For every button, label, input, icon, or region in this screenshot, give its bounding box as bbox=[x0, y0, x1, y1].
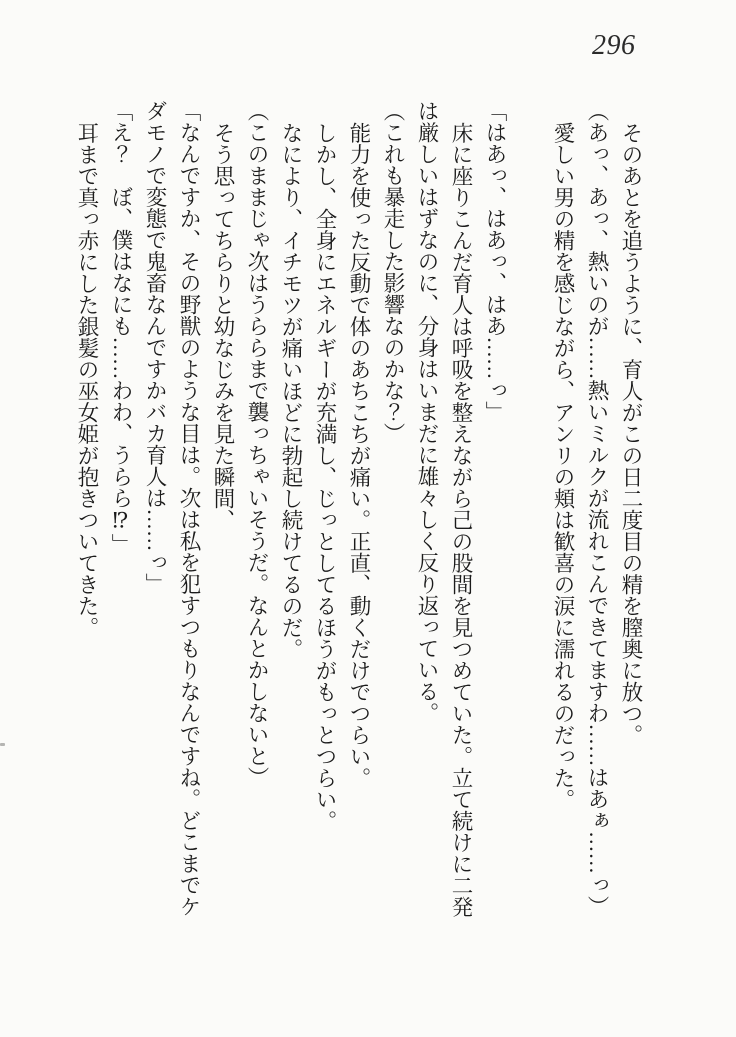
body-text bbox=[70, 100, 648, 918]
paragraph: なにより、イチモツが痛いほどに勃起し続けてるのだ。 bbox=[279, 121, 303, 659]
paragraph: 「はあっ、はあっ、はあ……っ」 bbox=[483, 100, 507, 423]
paragraph: （あっ、あっ、熱いのが……熱いミルクが流れこんできてますわ……はあぁ……っ） bbox=[585, 100, 609, 917]
paragraph: 能力を使った反動で体のあちこちが痛い。正直、動くだけでつらい。 bbox=[347, 121, 371, 788]
paragraph: 床に座りこんだ育人は呼吸を整えながら己の股間を見つめていた。立て続けに二発は厳しいはずなのに、分身はいまだに雄々しく反り返っている。 bbox=[415, 100, 473, 917]
page-number: 296 bbox=[592, 30, 636, 61]
paragraph: 耳まで真っ赤にした銀髪の巫女姫が抱きついてきた。 bbox=[75, 121, 99, 638]
paragraph: しかし、全身にエネルギーが充満し、じっとしてるほうがもっとつらい。 bbox=[313, 121, 337, 831]
paragraph: 「なんですか、その野獣のような目は。次は私を犯すつもりなんですね。どこまでケダモノで変態で鬼畜なんですかバカ育人は……っ」 bbox=[143, 100, 201, 917]
paragraph: そのあとを追うように、育人がこの日二度目の精を膣奥に放つ。 bbox=[619, 121, 643, 745]
paragraph: 愛しい男の精を感じながら、アンリの頬は歓喜の涙に濡れるのだった。 bbox=[551, 121, 575, 810]
paragraph: （これも暴走した影響なのかな？） bbox=[381, 100, 405, 444]
paragraph: 「え？ ぼ、僕はなにも……わわ、うらら⁉」 bbox=[109, 100, 133, 555]
paragraph: （このままじゃ次はうららまで襲っちゃいそうだ。なんとかしないと） bbox=[245, 100, 269, 788]
scan-artifact-mark bbox=[0, 743, 5, 746]
paragraph: そう思ってちらりと幼なじみを見た瞬間、 bbox=[211, 121, 235, 530]
